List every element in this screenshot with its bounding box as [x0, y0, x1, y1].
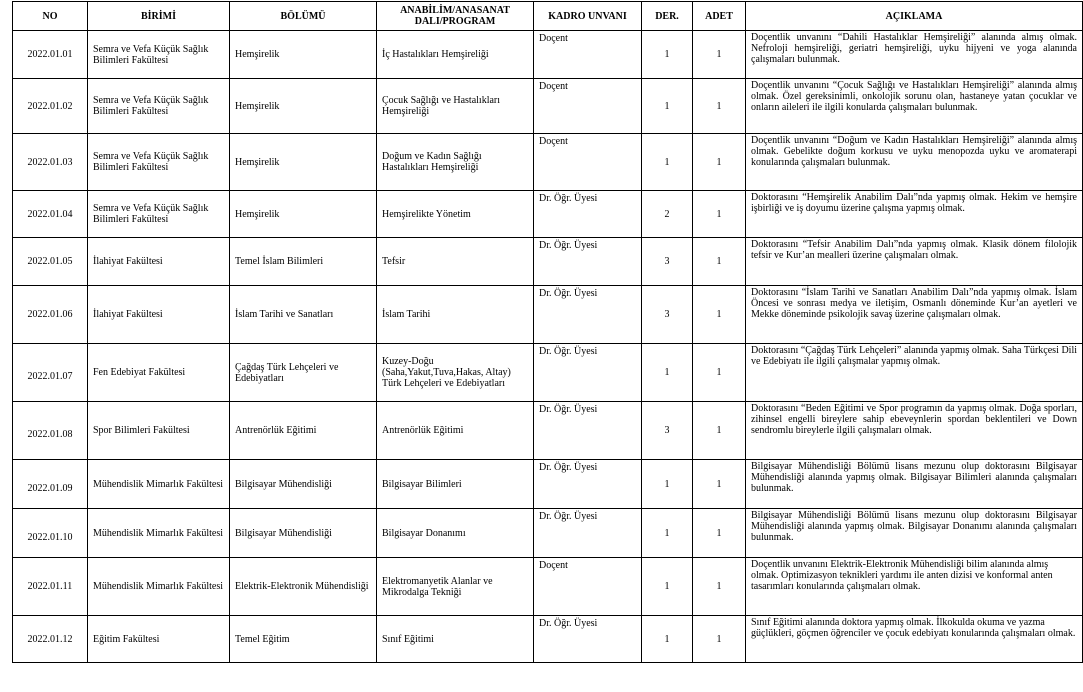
cell-kadro: Dr. Öğr. Üyesi	[534, 191, 642, 238]
cell-kadro: Dr. Öğr. Üyesi	[534, 460, 642, 509]
cell-aciklama: Doktorasını “Tefsir Anabilim Dalı”nda yapmış olmak. Klasik dönem filolojik tefsir ve Kur’an mealleri üzerine çalışmaları olmak.	[746, 238, 1083, 286]
cell-bolum: İslam Tarihi ve Sanatları	[230, 286, 377, 344]
table-row	[13, 460, 1083, 509]
cell-der: 3	[642, 286, 693, 344]
cell-anabilim: Sınıf Eğitimi	[377, 616, 534, 663]
cell-bolum: Temel İslam Bilimleri	[230, 238, 377, 286]
cell-birim: Mühendislik Mimarlık Fakültesi	[88, 558, 230, 616]
cell-kadro: Dr. Öğr. Üyesi	[534, 344, 642, 402]
cell-no: 2022.01.12	[13, 616, 88, 663]
cell-birim: Mühendislik Mimarlık Fakültesi	[88, 460, 230, 509]
cell-anabilim: Bilgisayar Donanımı	[377, 509, 534, 558]
cell-birim: Semra ve Vefa Küçük Sağlık Bilimleri Fakültesi	[88, 134, 230, 191]
header-birim: BİRİMİ	[88, 2, 230, 31]
cell-birim: Semra ve Vefa Küçük Sağlık Bilimleri Fakültesi	[88, 191, 230, 238]
cell-der: 2	[642, 191, 693, 238]
cell-birim: Eğitim Fakültesi	[88, 616, 230, 663]
cell-birim: Fen Edebiyat Fakültesi	[88, 344, 230, 402]
cell-no: 2022.01.06	[13, 286, 88, 344]
cell-kadro: Dr. Öğr. Üyesi	[534, 286, 642, 344]
cell-der: 1	[642, 616, 693, 663]
cell-der: 1	[642, 558, 693, 616]
cell-anabilim: Antrenörlük Eğitimi	[377, 402, 534, 460]
cell-adet: 1	[693, 191, 746, 238]
cell-adet: 1	[693, 134, 746, 191]
cell-der: 3	[642, 402, 693, 460]
table-row	[13, 31, 1083, 79]
table-row	[13, 191, 1083, 238]
cell-anabilim: İslam Tarihi	[377, 286, 534, 344]
header-der: DER.	[642, 2, 693, 31]
cell-birim: İlahiyat Fakültesi	[88, 286, 230, 344]
cell-birim: Semra ve Vefa Küçük Sağlık Bilimleri Fakültesi	[88, 79, 230, 134]
cell-bolum: Hemşirelik	[230, 191, 377, 238]
cell-aciklama: Doçentlik unvanını “Dahili Hastalıklar Hemşireliği” alanında almış olmak. Nefroloji hemşireliği, geriatri hemşireliği, uyku hijyeni ve yoga alanında çalışmaları bulunmak.	[746, 31, 1083, 79]
table-row	[13, 286, 1083, 344]
cell-der: 3	[642, 238, 693, 286]
cell-aciklama: Doçentlik unvanını Elektrik-Elektronik Mühendisliği bilim alanında almış olmak. Optimizasyon teknikleri yardımı ile anten dizisi ve konformal anten tasarımları konularında çalışmaları olmak.	[746, 558, 1083, 616]
cell-der: 1	[642, 344, 693, 402]
table-row	[13, 616, 1083, 663]
cell-aciklama: Doktorasını “Beden Eğitimi ve Spor programın da yapmış olmak. Doğa sporları, zihinsel engelli bireylere sahip ebeveynlerin spordan beklentileri ve Down sendromlu bireylerle ilgili çalışmaları olmak.	[746, 402, 1083, 460]
table-row	[13, 134, 1083, 191]
cell-kadro: Dr. Öğr. Üyesi	[534, 402, 642, 460]
positions-table	[12, 1, 1083, 663]
cell-birim: Spor Bilimleri Fakültesi	[88, 402, 230, 460]
cell-adet: 1	[693, 344, 746, 402]
table-header-row	[13, 2, 1083, 31]
table-row	[13, 402, 1083, 460]
cell-aciklama: Bilgisayar Mühendisliği Bölümü lisans mezunu olup doktorasını Bilgisayar Mühendisliği alanında yapmış olmak. Bilgisayar Bilimleri alanında çalışmaları bulunmak.	[746, 460, 1083, 509]
cell-adet: 1	[693, 509, 746, 558]
cell-no: 2022.01.09	[13, 460, 88, 509]
cell-bolum: Antrenörlük Eğitimi	[230, 402, 377, 460]
cell-bolum: Temel Eğitim	[230, 616, 377, 663]
cell-kadro: Doçent	[534, 79, 642, 134]
cell-kadro: Doçent	[534, 134, 642, 191]
cell-kadro: Dr. Öğr. Üyesi	[534, 509, 642, 558]
cell-aciklama: Doktorasını “Çağdaş Türk Lehçeleri” alanında yapmış olmak. Saha Türkçesi Dili ve Edebiyatı ile ilgili çalışmalar yapmış olmak.	[746, 344, 1083, 402]
header-anabilim: ANABİLİM/ANASANAT DALI/PROGRAM	[377, 2, 534, 31]
cell-anabilim: Doğum ve Kadın Sağlığı Hastalıkları Hemşireliği	[377, 134, 534, 191]
cell-adet: 1	[693, 238, 746, 286]
cell-bolum: Bilgisayar Mühendisliği	[230, 460, 377, 509]
cell-no: 2022.01.11	[13, 558, 88, 616]
cell-birim: İlahiyat Fakültesi	[88, 238, 230, 286]
cell-aciklama: Sınıf Eğitimi alanında doktora yapmış olmak. İlkokulda okuma ve yazma güçlükleri, göçmen öğrenciler ve çocuk edebiyatı konularında çalışmaları olmak.	[746, 616, 1083, 663]
cell-no: 2022.01.04	[13, 191, 88, 238]
cell-anabilim: Tefsir	[377, 238, 534, 286]
table-row	[13, 558, 1083, 616]
cell-der: 1	[642, 134, 693, 191]
cell-anabilim: Hemşirelikte Yönetim	[377, 191, 534, 238]
cell-der: 1	[642, 509, 693, 558]
cell-no: 2022.01.01	[13, 31, 88, 79]
cell-no: 2022.01.07	[13, 344, 88, 402]
cell-kadro: Doçent	[534, 31, 642, 79]
cell-birim: Semra ve Vefa Küçük Sağlık Bilimleri Fakültesi	[88, 31, 230, 79]
table-row	[13, 344, 1083, 402]
cell-bolum: Elektrik-Elektronik Mühendisliği	[230, 558, 377, 616]
cell-no: 2022.01.10	[13, 509, 88, 558]
cell-no: 2022.01.02	[13, 79, 88, 134]
cell-anabilim: Elektromanyetik Alanlar ve Mikrodalga Tekniği	[377, 558, 534, 616]
cell-birim: Mühendislik Mimarlık Fakültesi	[88, 509, 230, 558]
cell-adet: 1	[693, 616, 746, 663]
cell-aciklama: Bilgisayar Mühendisliği Bölümü lisans mezunu olup doktorasını Bilgisayar Mühendisliği alanında yapmış olmak. Bilgisayar Donanımı alanında çalışmaları bulunmak.	[746, 509, 1083, 558]
table-row	[13, 509, 1083, 558]
cell-adet: 1	[693, 402, 746, 460]
cell-anabilim: Kuzey-Doğu (Saha,Yakut,Tuva,Hakas, Altay) Türk Lehçeleri ve Edebiyatları	[377, 344, 534, 402]
cell-no: 2022.01.03	[13, 134, 88, 191]
header-bolum: BÖLÜMÜ	[230, 2, 377, 31]
header-aciklama: AÇIKLAMA	[746, 2, 1083, 31]
cell-kadro: Doçent	[534, 558, 642, 616]
cell-der: 1	[642, 31, 693, 79]
cell-bolum: Çağdaş Türk Lehçeleri ve Edebiyatları	[230, 344, 377, 402]
cell-aciklama: Doktorasını “İslam Tarihi ve Sanatları Anabilim Dalı”nda yapmış olmak. İslam Öncesi ve sonrası medya ve iletişim, Osmanlı döneminde Kur’an ayetleri ve Mekke döneminde psikolojik savaş üzerine çalışmaları olmak.	[746, 286, 1083, 344]
cell-adet: 1	[693, 31, 746, 79]
header-kadro: KADRO UNVANI	[534, 2, 642, 31]
cell-adet: 1	[693, 460, 746, 509]
cell-bolum: Hemşirelik	[230, 134, 377, 191]
table-row	[13, 238, 1083, 286]
cell-der: 1	[642, 460, 693, 509]
cell-no: 2022.01.08	[13, 402, 88, 460]
table-row	[13, 79, 1083, 134]
cell-bolum: Hemşirelik	[230, 79, 377, 134]
cell-anabilim: İç Hastalıkları Hemşireliği	[377, 31, 534, 79]
cell-kadro: Dr. Öğr. Üyesi	[534, 616, 642, 663]
cell-anabilim: Bilgisayar Bilimleri	[377, 460, 534, 509]
cell-adet: 1	[693, 558, 746, 616]
cell-adet: 1	[693, 286, 746, 344]
header-no: NO	[13, 2, 88, 31]
header-adet: ADET	[693, 2, 746, 31]
cell-adet: 1	[693, 79, 746, 134]
cell-bolum: Bilgisayar Mühendisliği	[230, 509, 377, 558]
cell-der: 1	[642, 79, 693, 134]
cell-aciklama: Doktorasını “Hemşirelik Anabilim Dalı”nda yapmış olmak. Hekim ve hemşire işbirliği ve iş doyumu üzerine çalışma yapmış olmak.	[746, 191, 1083, 238]
cell-aciklama: Doçentlik unvanını “Doğum ve Kadın Hastalıkları Hemşireliği” alanında almış olmak. Gebelikte doğum korkusu ve uyku menopozda uyku ve aromaterapi konularında çalışmaları bulunmak.	[746, 134, 1083, 191]
cell-no: 2022.01.05	[13, 238, 88, 286]
cell-anabilim: Çocuk Sağlığı ve Hastalıkları Hemşireliği	[377, 79, 534, 134]
cell-kadro: Dr. Öğr. Üyesi	[534, 238, 642, 286]
cell-aciklama: Doçentlik unvanını “Çocuk Sağlığı ve Hastalıkları Hemşireliği” alanında almış olmak. Özel gereksinimli, onkolojik sorunu olan, hastaneye yatan çocuklar ve onların aileleri ile ilgili konularda çalışmaları bulunmak.	[746, 79, 1083, 134]
cell-bolum: Hemşirelik	[230, 31, 377, 79]
